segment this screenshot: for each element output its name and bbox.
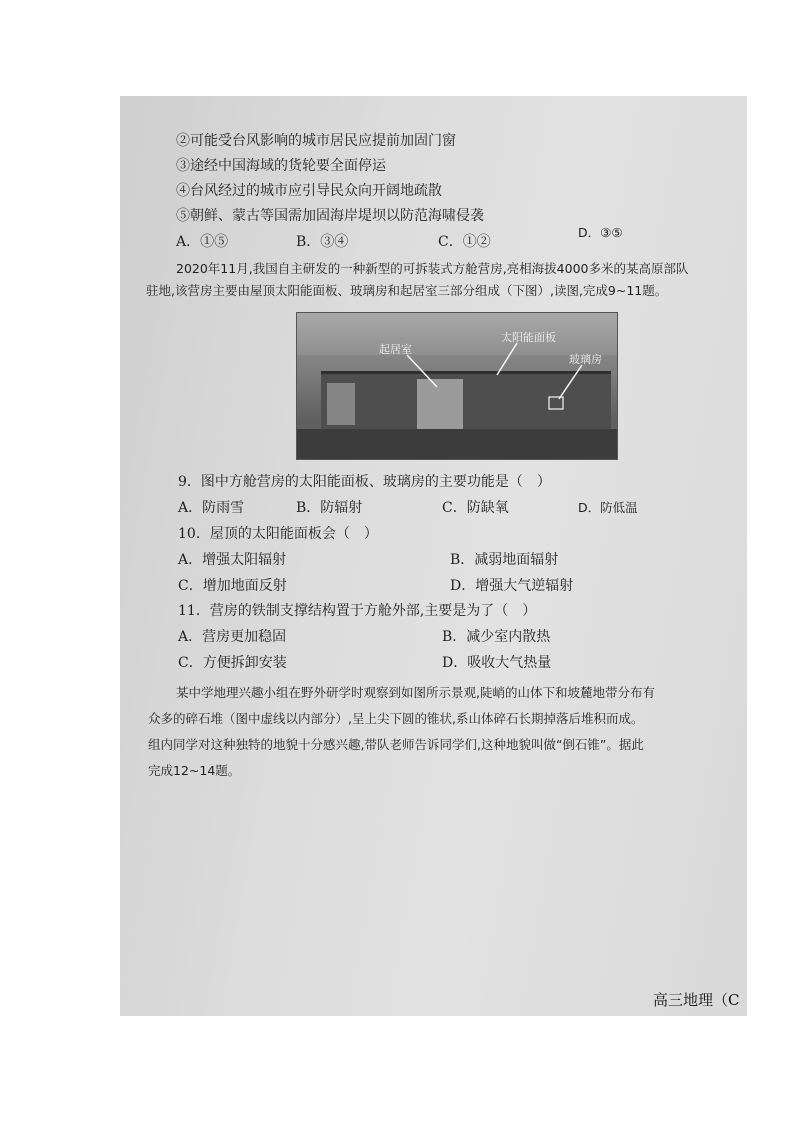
q11-stem: 11．营房的铁制支撑结构置于方舱外部,主要是为了（ ） — [178, 603, 537, 619]
q8-choice-a: A．①⑤ — [176, 234, 229, 250]
q10-stem: 10．屋顶的太阳能面板会（ ） — [178, 526, 378, 542]
option-line: ③途经中国海域的货轮要全面停运 — [176, 158, 386, 174]
q9-choice-a: A．防雨雪 — [178, 500, 245, 516]
option-line: ⑤朝鲜、蒙古等国需加固海岸堤坝以防范海啸侵袭 — [176, 208, 484, 224]
subject-footer: 高三地理（C — [653, 991, 740, 1009]
q8-choice-c: C．①② — [438, 234, 491, 250]
label-solar-panel: 太阳能面板 — [501, 331, 556, 344]
intro-12-14-line: 众多的碎石堆（图中虚线以内部分）,呈上尖下圆的锥状,系山体碎石长期掉落后堆积而成。 — [148, 711, 644, 726]
option-line: ④台风经过的城市应引导民众向开阔地疏散 — [176, 183, 442, 199]
option-line: ②可能受台风影响的城市居民应提前加固门窗 — [176, 133, 456, 149]
intro-9-11-line: 2020年11月,我国自主研发的一种新型的可拆装式方舱营房,亮相海拔4000多米的某高原部队 — [176, 261, 689, 276]
q9-choice-d: D．防低温 — [578, 500, 638, 515]
q9-choice-b: B．防辐射 — [296, 500, 363, 516]
q11-choice-b: B．减少室内散热 — [442, 629, 551, 645]
intro-12-14-line: 组内同学对这种独特的地貌十分感兴趣,带队老师告诉同学们,这种地貌叫做“倒石锥”。据此 — [148, 737, 644, 752]
q10-choice-d: D．增强大气逆辐射 — [450, 578, 574, 594]
q9-choice-c: C．防缺氧 — [442, 500, 509, 516]
exam-page — [120, 96, 747, 1016]
q8-choice-d: D．③⑤ — [578, 225, 623, 240]
label-living-room: 起居室 — [379, 343, 412, 356]
label-glass-room: 玻璃房 — [569, 353, 602, 366]
q11-choice-a: A．营房更加稳固 — [178, 629, 287, 645]
q10-choice-c: C．增加地面反射 — [178, 578, 287, 594]
intro-9-11-line: 驻地,该营房主要由屋顶太阳能面板、玻璃房和起居室三部分组成（下图）,读图,完成9~11题。 — [146, 283, 668, 298]
q10-choice-a: A．增强太阳辐射 — [178, 552, 287, 568]
q11-choice-c: C．方便拆卸安装 — [178, 655, 287, 671]
q10-choice-b: B．减弱地面辐射 — [450, 552, 559, 568]
q11-choice-d: D．吸收大气热量 — [442, 655, 552, 671]
photo-arrows — [297, 313, 617, 459]
q8-choice-b: B．③④ — [296, 234, 349, 250]
intro-12-14-line: 完成12~14题。 — [148, 763, 241, 778]
intro-12-14-line: 某中学地理兴趣小组在野外研学时观察到如图所示景观,陡峭的山体下和坡麓地带分布有 — [176, 685, 655, 700]
barracks-photo — [296, 312, 618, 460]
q9-stem: 9．图中方舱营房的太阳能面板、玻璃房的主要功能是（ ） — [178, 474, 551, 490]
